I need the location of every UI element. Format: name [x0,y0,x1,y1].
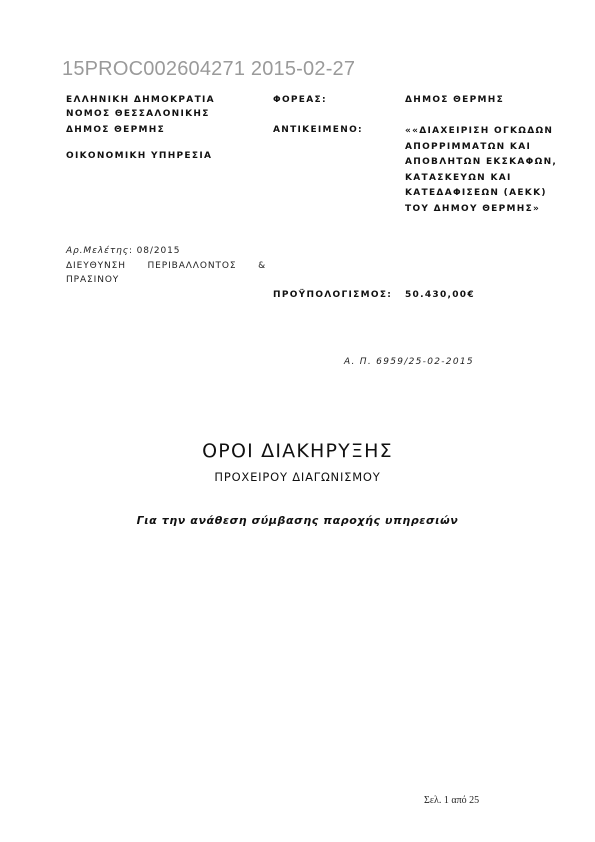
page-subtitle: ΠΡΟΧΕΙΡΟΥ ΔΙΑΓΩΝΙΣΜΟΥ [214,470,381,484]
subject-value: ««ΔΙΑΧΕΙΡΙΣΗ ΟΓΚΩΔΩΝ ΑΠΟΡΡΙΜΜΑΤΩΝ ΚΑΙ ΑΠΟΒΛΗΤΩΝ ΕΚΣΚΑΦΩΝ, ΚΑΤΑΣΚΕΥΩΝ ΚΑΙ ΚΑΤΕΔΑΦΙΣΕΩΝ (ΑΕΚΚ) ΤΟΥ ΔΗΜΟΥ ΘΕΡΜΗΣ» [405,126,558,214]
document-stamp: 15PROC002604271 2015-02-27 [62,58,356,80]
study-number-value: : 08/2015 [128,246,181,256]
page-title: ΟΡΟΙ ΔΙΑΚΗΡΥΞΗΣ [202,440,393,462]
budget-label: ΠΡΟΫΠΟΛΟΓΙΣΜΟΣ: [273,290,393,300]
header-country: ΕΛΛΗΝΙΚΗ ΔΗΜΟΚΡΑΤΙΑ [66,95,215,105]
department-line-2: ΠΡΑΣΙΝΟΥ [66,275,120,285]
study-number [66,244,180,258]
agency-value: ΔΗΜΟΣ ΘΕΡΜΗΣ [405,95,505,105]
header-municipality: ΔΗΜΟΣ ΘΕΡΜΗΣ [66,125,166,135]
agency-label: ΦΟΡΕΑΣ: [273,95,327,105]
department-word-3: & [258,261,266,271]
intro-line: Για την ανάθεση σύμβασης παροχής υπηρεσιών [136,514,459,527]
protocol-number: Α. Π. 6959/25-02-2015 [344,357,474,367]
department-word-2: ΠΕΡΙΒΑΛΛΟΝΤΟΣ [147,261,237,271]
budget-value: 50.430,00€ [405,290,475,300]
header-service: ΟΙΚΟΝΟΜΙΚΗ ΥΠΗΡΕΣΙΑ [66,151,213,161]
subject-label: ΑΝΤΙΚΕΙΜΕΝΟ: [273,125,363,135]
header-prefecture: ΝΟΜΟΣ ΘΕΣΣΑΛΟΝΙΚΗΣ [66,109,210,119]
department-word-1: ΔΙΕΥΘΥΝΣΗ [66,261,126,271]
page-number: Σελ. 1 από 25 [424,795,480,806]
department [66,259,266,287]
study-number-label: Αρ.Μελέτης [66,246,129,256]
